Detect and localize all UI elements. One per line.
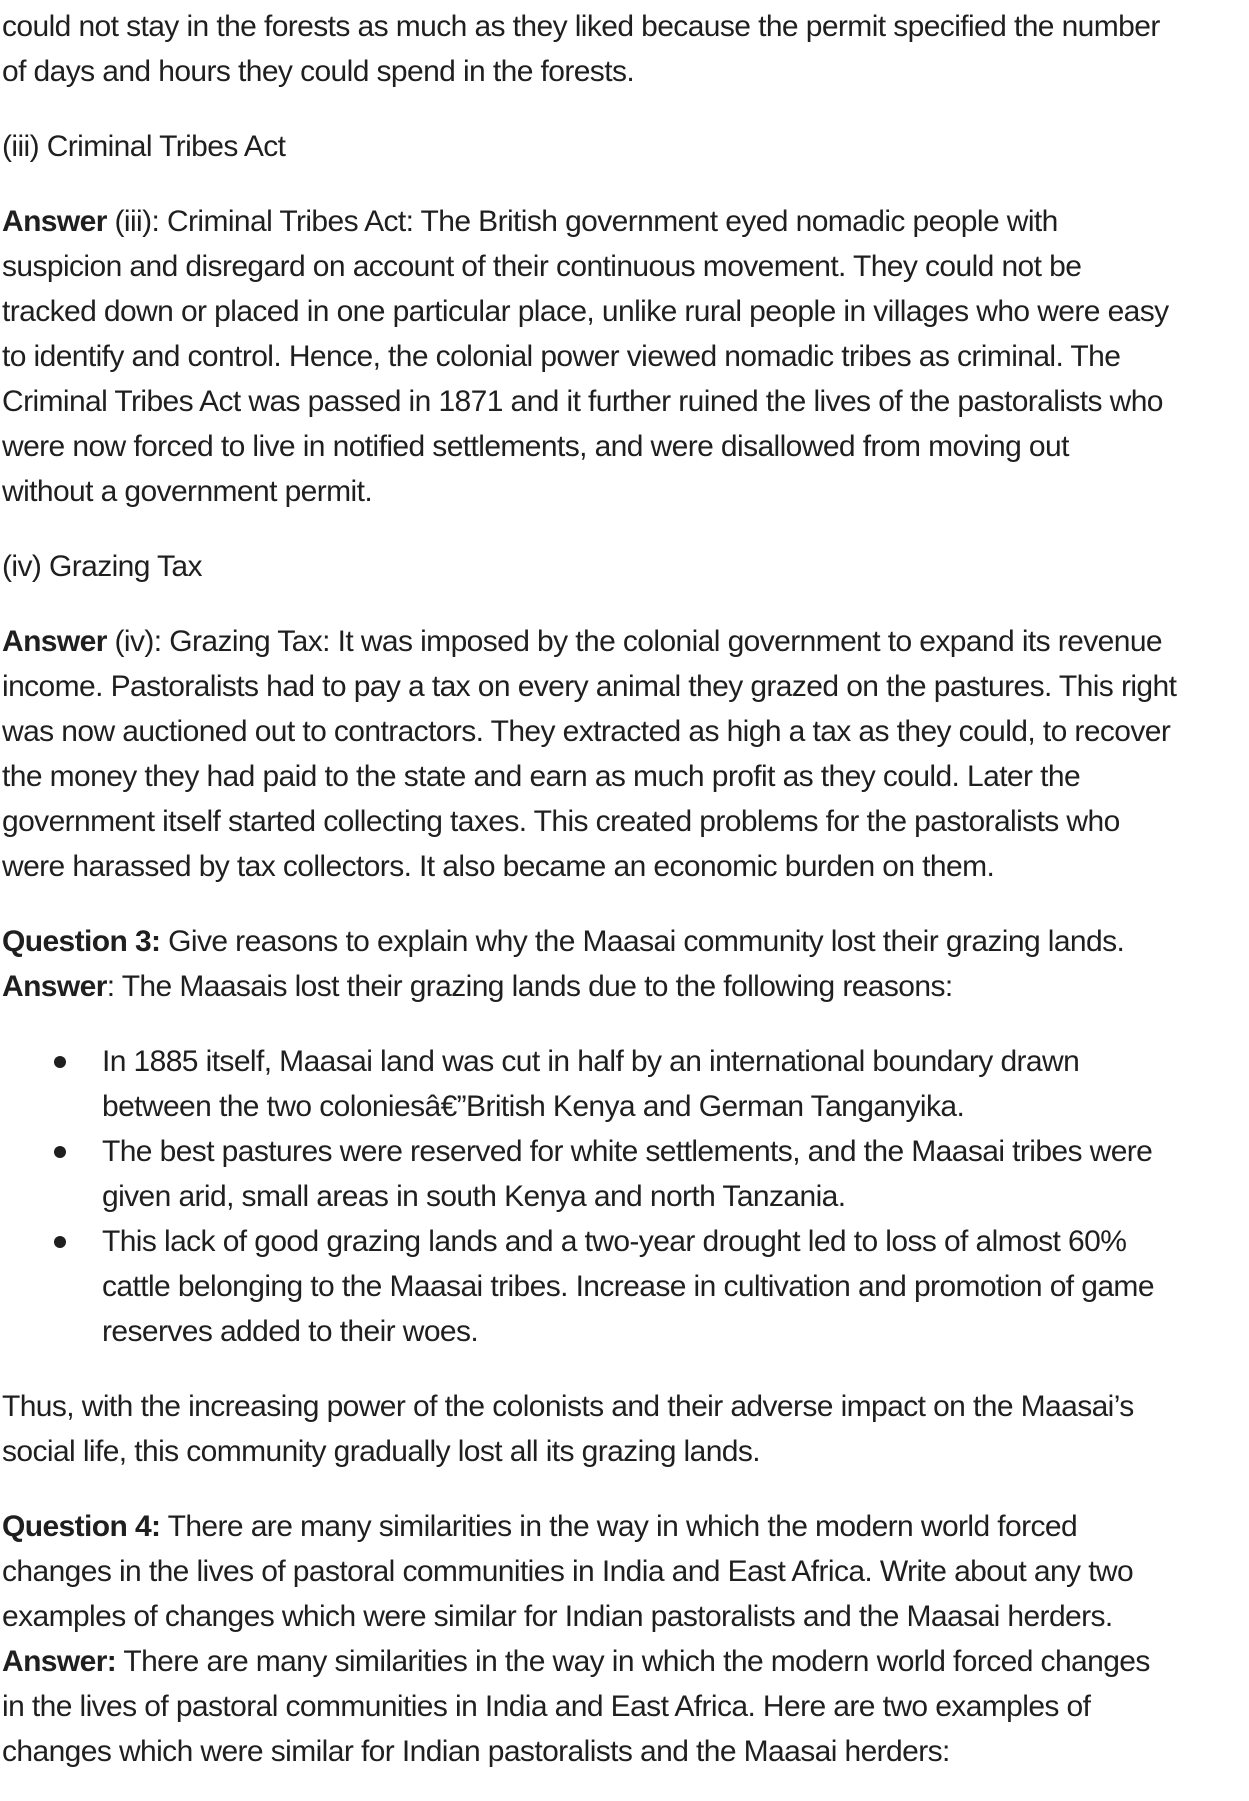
text-run: : The Maasais lost their grazing lands due to the following reasons: <box>106 970 953 1003</box>
text-line <box>2 964 1249 1009</box>
text-line <box>2 49 1249 94</box>
text-line <box>2 469 1249 514</box>
text-line <box>2 1384 1249 1429</box>
paragraph <box>2 199 1249 514</box>
list-item <box>2 1039 1249 1129</box>
bold-text-run: Question 3: <box>2 925 161 958</box>
paragraph <box>2 4 1249 94</box>
text-run: Thus, with the increasing power of the colonists and their adverse impact on the Maasai’s <box>2 1390 1134 1423</box>
text-run: cattle belonging to the Maasai tribes. Increase in cultivation and promotion of game <box>102 1270 1154 1303</box>
text-run: between the two coloniesâ€”British Kenya and German Tanganyika. <box>102 1090 965 1123</box>
paragraph <box>2 619 1249 889</box>
text-run: This lack of good grazing lands and a two-year drought led to loss of almost 60% <box>102 1225 1127 1258</box>
bullet-icon <box>54 1236 66 1248</box>
text-run: In 1885 itself, Maasai land was cut in half by an international boundary drawn <box>102 1045 1080 1078</box>
text-run: There are many similarities in the way in which the modern world forced <box>160 1510 1078 1543</box>
text-line <box>2 844 1249 889</box>
text-line <box>102 1084 1249 1129</box>
text-run: income. Pastoralists had to pay a tax on every animal they grazed on the pastures. This right <box>2 670 1177 703</box>
bullet-icon <box>54 1056 66 1068</box>
bold-text-run: Answer <box>2 970 107 1003</box>
text-run: in the lives of pastoral communities in India and East Africa. Here are two examples of <box>2 1690 1091 1723</box>
text-line <box>102 1039 1249 1084</box>
bullet-icon <box>54 1146 66 1158</box>
text-run: (iv): Grazing Tax: It was imposed by the colonial government to expand its revenue <box>106 625 1162 658</box>
text-run: Criminal Tribes Act was passed in 1871 and it further ruined the lives of the pastoralists who <box>2 385 1163 418</box>
text-run: were now forced to live in notified settlements, and were disallowed from moving out <box>2 430 1069 463</box>
text-run: government itself started collecting taxes. This created problems for the pastoralists who <box>2 805 1120 838</box>
text-run: of days and hours they could spend in the forests. <box>2 55 635 88</box>
paragraph <box>2 544 1249 589</box>
text-line <box>2 1594 1249 1639</box>
text-line <box>102 1219 1249 1264</box>
bold-text-run: Answer: <box>2 1645 117 1678</box>
text-line <box>2 619 1249 664</box>
paragraph <box>2 919 1249 1009</box>
text-line <box>2 1684 1249 1729</box>
text-line <box>2 4 1249 49</box>
list-item <box>2 1129 1249 1219</box>
paragraph <box>2 1504 1249 1774</box>
text-run: without a government permit. <box>2 475 373 508</box>
text-run: suspicion and disregard on account of their continuous movement. They could not be <box>2 250 1082 283</box>
text-line <box>2 379 1249 424</box>
text-run: Give reasons to explain why the Maasai community lost their grazing lands. <box>160 925 1125 958</box>
text-line <box>2 1549 1249 1594</box>
text-run: The best pastures were reserved for white settlements, and the Maasai tribes were <box>102 1135 1153 1168</box>
text-run: was now auctioned out to contractors. They extracted as high a tax as they could, to recover <box>2 715 1171 748</box>
document-body <box>2 4 1249 1774</box>
paragraph <box>2 124 1249 169</box>
text-line <box>2 664 1249 709</box>
text-run: examples of changes which were similar for Indian pastoralists and the Maasai herders. <box>2 1600 1113 1633</box>
text-run: changes which were similar for Indian pastoralists and the Maasai herders: <box>2 1735 950 1768</box>
text-run: could not stay in the forests as much as they liked because the permit specified the number <box>2 10 1160 43</box>
text-line <box>102 1174 1249 1219</box>
text-run: the money they had paid to the state and earn as much profit as they could. Later the <box>2 760 1081 793</box>
text-line <box>2 1729 1249 1774</box>
bullet-list <box>2 1039 1249 1354</box>
text-line <box>2 289 1249 334</box>
list-item <box>2 1219 1249 1354</box>
text-run: given arid, small areas in south Kenya and north Tanzania. <box>102 1180 846 1213</box>
text-line <box>2 919 1249 964</box>
text-line <box>2 754 1249 799</box>
text-line <box>102 1264 1249 1309</box>
text-run: (iii) Criminal Tribes Act <box>2 130 286 163</box>
text-line <box>2 709 1249 754</box>
text-run: changes in the lives of pastoral communities in India and East Africa. Write about any two <box>2 1555 1134 1588</box>
text-line <box>2 1639 1249 1684</box>
bold-text-run: Answer <box>2 205 107 238</box>
text-line <box>2 124 1249 169</box>
text-line <box>2 544 1249 589</box>
text-run: reserves added to their woes. <box>102 1315 479 1348</box>
text-line <box>2 334 1249 379</box>
text-line <box>2 424 1249 469</box>
text-run: (iii): Criminal Tribes Act: The British government eyed nomadic people with <box>106 205 1058 238</box>
text-run: tracked down or placed in one particular place, unlike rural people in villages who were easy <box>2 295 1169 328</box>
text-line <box>102 1129 1249 1174</box>
text-line <box>2 199 1249 244</box>
text-run: (iv) Grazing Tax <box>2 550 202 583</box>
text-line <box>2 244 1249 289</box>
text-run: to identify and control. Hence, the colonial power viewed nomadic tribes as criminal. The <box>2 340 1121 373</box>
bold-text-run: Question 4: <box>2 1510 161 1543</box>
text-line <box>2 1504 1249 1549</box>
text-line <box>2 799 1249 844</box>
bold-text-run: Answer <box>2 625 107 658</box>
text-run: There are many similarities in the way in which the modern world forced changes <box>116 1645 1150 1678</box>
text-line <box>2 1429 1249 1474</box>
text-run: social life, this community gradually lost all its grazing lands. <box>2 1435 761 1468</box>
text-line <box>102 1309 1249 1354</box>
paragraph <box>2 1384 1249 1474</box>
text-run: were harassed by tax collectors. It also became an economic burden on them. <box>2 850 995 883</box>
